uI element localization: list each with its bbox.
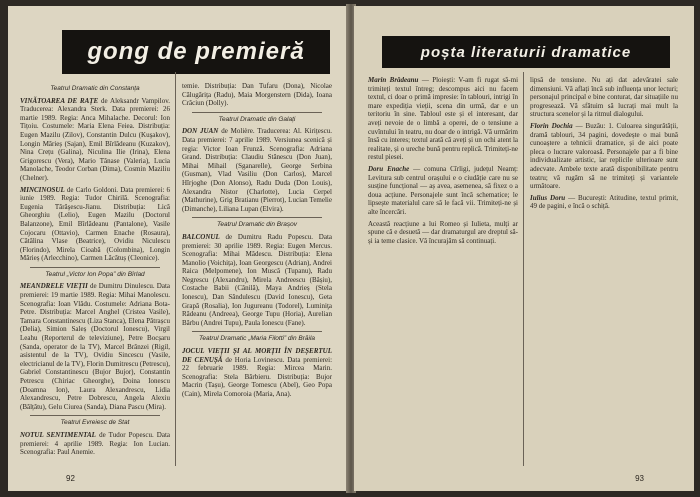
item-body: Această reacțiune a lui Romeo și Iulieta, mulți ar spune că e desuetă — dar dramaturgul are dreptul să-și ia teme clasice. Vă încurajăm să continuați. bbox=[368, 219, 518, 245]
section-rule bbox=[192, 217, 322, 218]
article-paragraph bbox=[182, 82, 332, 108]
section-heading: Teatrul Dramatic din Galați bbox=[218, 115, 296, 123]
article-paragraph bbox=[20, 186, 170, 263]
right-column-2 bbox=[530, 76, 678, 214]
item-title: VINĂTOAREA DE RAȚE bbox=[20, 96, 99, 105]
left-page bbox=[8, 6, 348, 491]
section-rule bbox=[30, 415, 160, 416]
page-number-right: 93 bbox=[635, 474, 644, 483]
section-heading: Teatrul „Victor Ion Popa” din Bîrlad bbox=[45, 270, 145, 278]
item-body: de Carlo Goldoni. Data premierei: 6 iunie 1989. Regia: Tudor Chirilă. Scenografia: Eugenia Tărăşescu-Jianu. Distribuția: Lică Gheorghiu (Lelio), Eugen Mazilu (Doctorul Balanzone), Emil Bîrlădeanu (Pantalone), Vasile Cojocaru (Ottavio), Carmen Enache (Rosaura), Cătălina Vlase (Beatrice), Ovidiu Niculescu (Florindo), Mirela Cioabă (Colombina), Longin Mărieș (Arlecchino), Carmen Lăcătuș (Cleonice). bbox=[20, 185, 170, 263]
article-paragraph bbox=[368, 165, 518, 217]
left-banner: gong de premieră bbox=[62, 30, 330, 74]
section-rule bbox=[192, 331, 322, 332]
section-heading: Teatrul Dramatic „Maria Filotti” din Brăila bbox=[198, 335, 316, 343]
item-title: NOTUL SENTIMENTAL bbox=[20, 430, 96, 439]
item-body: — Ploiești: V-am fi rugat să-mi trimiteți textul întreg; descompus aici nu facem textul, ci doar o primă impresie: în tablouri, intrigi în mare expediția vieții, scena din urmă, dar e un teritoriu în sine. Tabloul este și el interesant, dar aveți nevoie de o limbă a operei, de o tensiune a cuvîntului în teatru, nu doar de o intrigă. Vă urmărim însă cu interes; textul arată că aveți și un ochi atent la realitate, și o ureche bună pentru replică. Trimiteți-ne restul piesei. bbox=[368, 76, 519, 162]
item-body: temie. Distribuția: Dan Tufaru (Dona), Nicolae Călugărița (Radu), Maia Morgenstern (Dida), Ioana Crăciun (Dolly). bbox=[182, 82, 332, 108]
item-body: lipsă de tensiune. Nu ați dat adevăratei sale dimensiuni. Vă aflați încă sub influența unor lecturi; personajul principal e bine conturat, dar situațiile nu progresează. Vă sfătuim să lucrați mai mult la structura scenelor și la ritmul dialogului. bbox=[530, 76, 678, 119]
right-page bbox=[354, 6, 694, 491]
left-column-2 bbox=[182, 82, 332, 402]
right-column-1 bbox=[368, 76, 518, 248]
page-number-left: 92 bbox=[66, 474, 75, 483]
section-rule bbox=[192, 112, 322, 113]
item-body: — Buzău: 1. Culoarea singurătății, dramă tablouri, 34 pagini, dovedește o mai bună cunoaștere a tehnicii dramatice, și de aici poate pleca o lucrare valoroasă. Personajele par a fi bine individualizate artistic, iar replicile ulterioare sunt adecvate. Ambele texte arată disponibilitate pentru teatru; vă rugăm să ne trimiteți și variantele următoare. bbox=[530, 121, 678, 191]
article-paragraph bbox=[368, 76, 518, 162]
item-body: — comuna Cîrligi, județul Neamț: Levitura sub centrul orașului e o ciudăție care nu se susține funcțional — aș avea, asemenea, să fixez o a doua acțiune. Personajele sunt încă schematice; le lipsește materialul care să le facă vii. Trimiteți-ne și alte încercări. bbox=[368, 164, 519, 216]
article-paragraph bbox=[20, 97, 170, 183]
item-title: Marin Brădeanu bbox=[368, 76, 419, 84]
section-heading: Teatrul Dramatic din Brașov bbox=[217, 221, 297, 229]
item-title: DON JUAN bbox=[182, 127, 219, 136]
item-body: de Molière. Traducerea: Al. Kirițescu. Data premierei: 7 aprilie 1989. Versiunea scenică și regia: Victor Ioan Frunză. Scenografia: Adriana Grand. Distribuția: Claudiu Stănescu (Don Juan), Mihai Mihail (Sganarelle), George Serbina (Gusman), Vlad Vasiliu (Don Carlos), Marcel Hîrjoghe (Don Alonso), Radu Duda (Don Louis), Alexandra Nistor (Charlotte), Lucia Cerpel (Mathurine), Grig Bratianu (Pierrot), Lucian Temelie (Dimanche), Liliana Lupan (Elvira). bbox=[182, 127, 332, 213]
item-title: Iulius Doru bbox=[530, 193, 566, 202]
item-title: Doru Enache bbox=[368, 164, 410, 173]
section-heading: Teatrul Evreiesc de Stat bbox=[60, 419, 130, 427]
article-paragraph bbox=[20, 431, 170, 457]
right-banner: poșta literaturii dramatice bbox=[382, 36, 670, 68]
article-paragraph bbox=[182, 233, 332, 328]
item-body: de Horia Lovinescu. Data premierei: 22 februarie 1989. Regia: Mircea Marin. Scenografia: Stela Bărbieru. Distribuția: Bujor Macrin (Tașu), George Tomescu (Abel), Geo Popa (Cain), Mirela Comoroia (Maria, Ana). bbox=[182, 355, 333, 398]
article-paragraph bbox=[20, 282, 170, 411]
item-body: de Aleksandr Vampilov. Traducerea: Alexandra Sterk. Data premierei: 26 martie 1989. Regia: Anca Mihalache. Decorul: Ion Tițoiu. Costumele: Maria Elena Feiea. Distribuția: Eugen Mazilu (Zilov), Constantin Dulcu (Kuşakov), Longin Mărieș (Sajan), Emil Bîrlădeanu (Kuzakov), Nina Crețu (Galina), Niculina Ilie (Irina), Elena Grigorescu (Vera), Mario Tănase (Valeria), Lucia Manolache, Teodor Corban (Dima), Cosmin Maziliu (Chelner). bbox=[20, 96, 170, 182]
left-column-1 bbox=[20, 82, 170, 460]
article-paragraph bbox=[182, 347, 332, 399]
item-title: MINCINOSUL bbox=[20, 185, 65, 194]
article-paragraph bbox=[182, 127, 332, 213]
item-title: Florin Dochia bbox=[530, 121, 573, 130]
item-body: de Dumitru Dinulescu. Data premierei: 19 martie 1989. Regia: Mihai Manolescu. Scenografia: Ioan Vlădu. Costumele: Adriana Bota-Petre. Distribuția: Marcel Anghel (Cristea Vasile), Tamara Constantinescu (Liza Stanca), Elena Pătrașcu (Delia), Simion Saleș (Doctorul Ionescu), Virgil Leahu (Reporterul de televiziune), Petre Bocșaru (Sanda, operator de la TV), Marcel Brânzei (Rigil, asistentul de la TV), Ovidiu Sincescu (Vasile, electricianul de la TV), Florin Dumitrescu (Petrescu), Gabriel Constantinescu (Bujor Bujor), Constantin Petrescu (Chiriac Gheorghe), Doina Ionescu (Doamna Ion), Laura Alexandrescu, Lidia Alexandrescu, Petre Dobrescu, Angela Alexiu (Bălțătu), Gelu Ciurea (Sanda), Diana Pascu (Mira). bbox=[20, 282, 170, 411]
item-title: BALCONUL bbox=[182, 232, 220, 241]
item-body: — București: Atitudine, textul primit, 49 de pagini, e încă o schiță. bbox=[530, 193, 678, 211]
section-heading: Teatrul Dramatic din Constanța bbox=[50, 85, 140, 92]
article-paragraph bbox=[530, 122, 678, 191]
item-title: JOCUL VIEȚII ȘI AL MORȚII ÎN DEȘERTUL DE CENUȘĂ bbox=[182, 347, 332, 364]
article-paragraph bbox=[530, 194, 678, 211]
column-divider bbox=[175, 72, 176, 466]
article-paragraph bbox=[530, 76, 678, 119]
item-title: MEANDRELE VIEȚII bbox=[20, 282, 88, 291]
section-rule bbox=[30, 267, 160, 268]
column-divider bbox=[523, 72, 524, 466]
item-body: de Tudor Popescu. Data premierei: 4 aprilie 1989. Regia: Ion Lucian. Scenografia: Paul Anemie. bbox=[20, 430, 171, 457]
article-paragraph bbox=[368, 220, 518, 246]
item-body: de Dumitru Radu Popescu. Data premierei: 30 aprilie 1989. Regia: Eugen Mercus. Scenografia: Mihai Mădescu. Distribuția: Elena Manolio (Voichița), Ioan Georgescu (Adrian), Andrei Raica (Melpomene), Ion Muscă (Tupanu), Radu Negrescu (Alexandru), Mirela Andreescu (Bășiu), Costache Babii (Cănilă), Maya Andrieș (Stela Ionescu), Dan Săndulescu (David Ionescu), Geta Grapă (Rosalia), Ion Jugureanu (Todorel), Luminiţa Rădeanu (Andreea), George Tupu (Horia), Aurelian Bărbu (Andrei Tupu), Paula Ionescu (Fane). bbox=[182, 232, 333, 327]
